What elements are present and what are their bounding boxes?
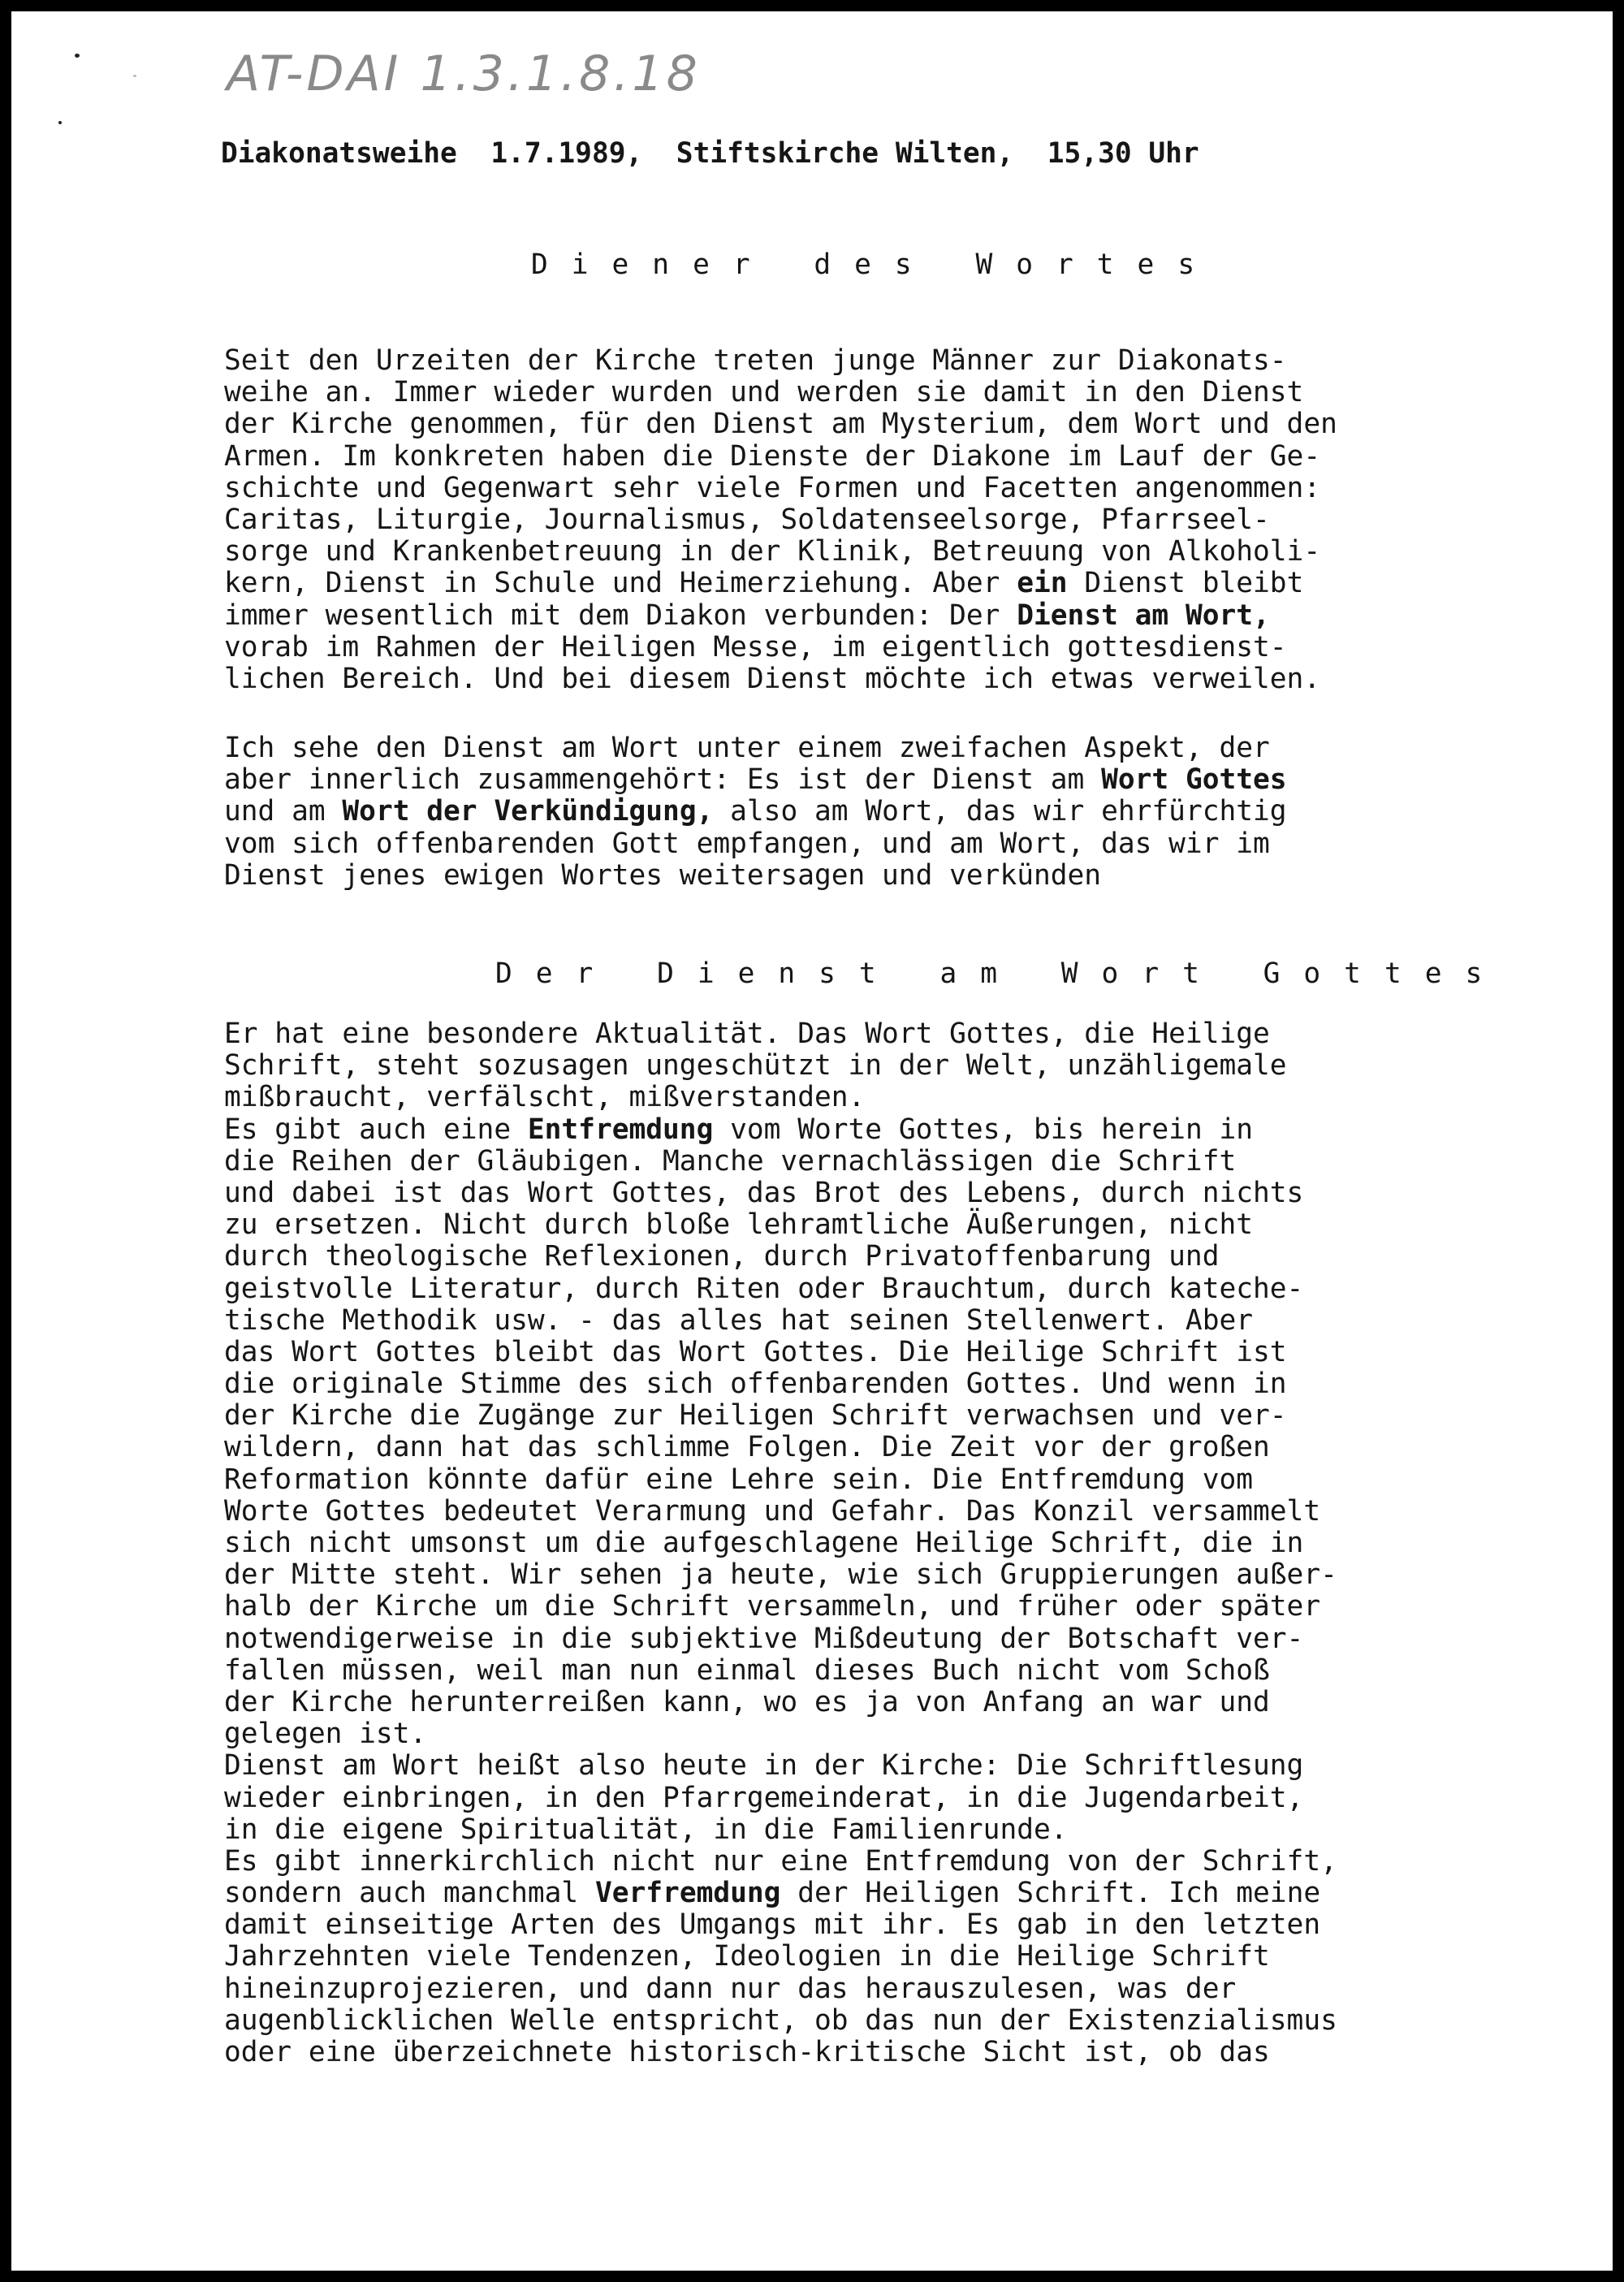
scan-speck — [58, 121, 62, 124]
text-segment: der Mitte steht. Wir sehen ja heute, wie sich Gruppierungen außer- — [224, 1558, 1337, 1592]
text-segment: das Wort Gottes bleibt das Wort Gottes. Die Heilige Schrift ist — [224, 1335, 1287, 1368]
text-segment: sondern auch manchmal — [224, 1877, 595, 1910]
emphasized-text: ein — [1017, 567, 1068, 600]
text-segment: wildern, dann hat das schlimme Folgen. Die Zeit vor der großen — [224, 1431, 1270, 1464]
text-line — [224, 1783, 1588, 1814]
text-line — [224, 828, 1588, 860]
document-header: Diakonatsweihe 1.7.1989, Stiftskirche Wilten, 15,30 Uhr — [221, 137, 1199, 170]
text-segment: Dienst jenes ewigen Wortes weitersagen und verkünden — [224, 858, 1102, 892]
text-line — [224, 536, 1588, 568]
text-segment: der Kirche die Zugänge zur Heiligen Schrift verwachsen und ver- — [224, 1399, 1287, 1433]
text-segment: Jahrzehnten viele Tendenzen, Ideologien in die Heilige Schrift — [224, 1940, 1270, 1973]
scan-speck — [133, 75, 136, 77]
text-line — [224, 1432, 1588, 1463]
text-segment: geistvolle Literatur, durch Riten oder Brauchtum, durch kateche- — [224, 1272, 1304, 1305]
text-segment: Ich sehe den Dienst am Wort unter einem zweifachen Aspekt, der — [224, 732, 1270, 764]
text-segment: Es gibt auch eine — [224, 1113, 528, 1146]
text-line — [224, 1241, 1588, 1273]
text-segment: Caritas, Liturgie, Journalismus, Soldatenseelsorge, Pfarrseel- — [224, 503, 1270, 536]
text-line — [224, 1464, 1588, 1496]
text-segment: vom sich offenbarenden Gott empfangen, und am Wort, das wir im — [224, 827, 1270, 860]
text-segment: sorge und Krankenbetreuung in der Klinik, Betreuung von Alkoholi- — [224, 535, 1321, 568]
text-line — [224, 1496, 1588, 1528]
text-line — [224, 1114, 1588, 1146]
text-line — [224, 1305, 1588, 1337]
text-line — [224, 1209, 1588, 1241]
scan-speck — [75, 54, 80, 58]
text-segment: Schrift, steht sozusagen ungeschützt in der Welt, unzähligemale — [224, 1049, 1287, 1083]
section-heading-dienst-am-wort: Der Dienst am Wort Gottes — [495, 957, 1506, 990]
text-line — [224, 408, 1588, 440]
text-line — [224, 1750, 1588, 1782]
text-segment: tische Methodik usw. - das alles hat seinen Stellenwert. Aber — [224, 1303, 1254, 1337]
text-line — [224, 1878, 1588, 1909]
text-segment: wieder einbringen, in den Pfarrgemeinderat, in die Jugendarbeit, — [224, 1781, 1304, 1814]
text-line — [224, 2037, 1588, 2068]
text-line — [224, 733, 1588, 764]
text-line — [224, 1591, 1588, 1623]
text-segment: Reformation könnte dafür eine Lehre sein. Die Entfremdung vom — [224, 1463, 1254, 1496]
text-segment: die originale Stimme des sich offenbarenden Gottes. Und wenn in — [224, 1368, 1287, 1401]
emphasized-text: Wort Gottes — [1101, 763, 1287, 797]
text-line — [224, 1718, 1588, 1750]
text-line — [224, 1337, 1588, 1368]
text-line — [224, 764, 1588, 796]
text-segment: und am — [224, 795, 343, 828]
text-line — [224, 1655, 1588, 1687]
paragraph-dienst-am-wort — [224, 1018, 1588, 2068]
text-segment: der Kirche herunterreißen kann, wo es ja von Anfang an war und — [224, 1685, 1270, 1718]
text-segment: Dienst am Wort heißt also heute in der Kirche: Die Schriftlesung — [224, 1749, 1304, 1783]
text-line — [224, 345, 1588, 377]
text-line — [224, 663, 1588, 695]
text-line — [224, 1623, 1588, 1655]
text-line — [224, 1178, 1588, 1209]
section-heading-diener: Diener des Wortes — [531, 249, 1219, 281]
emphasized-text: Entfremdung — [527, 1113, 714, 1146]
text-line — [224, 1973, 1588, 2005]
text-segment: durch theologische Reflexionen, durch Privatoffenbarung und — [224, 1240, 1220, 1273]
text-line — [224, 1400, 1588, 1432]
text-segment: aber innerlich zusammengehört: Es ist der Dienst am — [224, 763, 1102, 797]
document-page — [11, 11, 1613, 2271]
text-line — [224, 1909, 1588, 1941]
text-segment: Dienst bleibt — [1067, 567, 1304, 600]
text-line — [224, 473, 1588, 504]
paragraph-intro — [224, 345, 1588, 695]
text-segment: vom Worte Gottes, bis herein in — [713, 1113, 1254, 1146]
text-segment: halb der Kirche um die Schrift versammeln, und früher oder später — [224, 1590, 1321, 1623]
text-segment: immer wesentlich mit dem Diakon verbunden: Der — [224, 599, 1017, 632]
text-segment: Er hat eine besondere Aktualität. Das Wort Gottes, die Heilige — [224, 1018, 1270, 1050]
emphasized-text: Dienst am Wort, — [1017, 599, 1270, 632]
text-segment: Armen. Im konkreten haben die Dienste der Diakone im Lauf der Ge- — [224, 439, 1321, 473]
text-segment: kern, Dienst in Schule und Heimerziehung. Aber — [224, 567, 1017, 600]
text-segment: mißbraucht, verfälscht, mißverstanden. — [224, 1081, 866, 1114]
text-line — [224, 632, 1588, 663]
text-line — [224, 2005, 1588, 2037]
text-line — [224, 1687, 1588, 1718]
text-line — [224, 796, 1588, 828]
text-line — [224, 1082, 1588, 1113]
text-segment: schichte und Gegenwart sehr viele Formen und Facetten angenommen: — [224, 471, 1321, 504]
text-segment: Worte Gottes bedeutet Verarmung und Gefahr. Das Konzil versammelt — [224, 1494, 1321, 1528]
text-segment: augenblicklichen Welle entspricht, ob das nun der Existenzialismus — [224, 2003, 1337, 2037]
text-segment: der Kirche genommen, für den Dienst am Mysterium, dem Wort und den — [224, 408, 1337, 441]
text-line — [224, 1846, 1588, 1878]
text-segment: die Reihen der Gläubigen. Manche vernachlässigen die Schrift — [224, 1144, 1237, 1178]
text-line — [224, 1050, 1588, 1082]
text-segment: der Heiligen Schrift. Ich meine — [780, 1877, 1321, 1910]
text-segment: fallen müssen, weil man nun einmal dieses Buch nicht vom Schoß — [224, 1653, 1270, 1687]
text-line — [224, 441, 1588, 473]
text-segment: Es gibt innerkirchlich nicht nur eine Entfremdung von der Schrift, — [224, 1844, 1337, 1878]
text-segment: zu ersetzen. Nicht durch bloße lehramtliche Äußerungen, nicht — [224, 1208, 1254, 1242]
text-segment: Seit den Urzeiten der Kirche treten junge Männer zur Diakonats- — [224, 344, 1287, 377]
text-line — [224, 1814, 1588, 1846]
text-line — [224, 568, 1588, 599]
text-line — [224, 1528, 1588, 1559]
text-segment: hineinzuprojezieren, und dann nur das herauszulesen, was der — [224, 1972, 1237, 2005]
text-line — [224, 1941, 1588, 1973]
text-segment: gelegen ist. — [224, 1718, 427, 1751]
emphasized-text: Wort der Verkündigung, — [342, 795, 714, 828]
text-segment: lichen Bereich. Und bei diesem Dienst möchte ich etwas verweilen. — [224, 662, 1321, 695]
text-line — [224, 860, 1588, 892]
text-line — [224, 377, 1588, 408]
text-segment: und dabei ist das Wort Gottes, das Brot des Lebens, durch nichts — [224, 1176, 1304, 1209]
text-line — [224, 504, 1588, 536]
text-segment: weihe an. Immer wieder wurden und werden sie damit in den Dienst — [224, 376, 1304, 409]
text-line — [224, 1559, 1588, 1591]
text-segment: notwendigerweise in die subjektive Mißdeutung der Botschaft ver- — [224, 1622, 1304, 1655]
text-line — [224, 1018, 1588, 1050]
text-line — [224, 600, 1588, 632]
paragraph-aspects — [224, 733, 1588, 892]
text-segment: in die eigene Spiritualität, in die Familienrunde. — [224, 1813, 1068, 1846]
text-line — [224, 1273, 1588, 1305]
text-segment: sich nicht umsonst um die aufgeschlagene Heilige Schrift, die in — [224, 1527, 1304, 1559]
text-line — [224, 1368, 1588, 1400]
emphasized-text: Verfremdung — [594, 1877, 781, 1910]
handwritten-archive-reference: AT-DAI 1.3.1.8.18 — [227, 45, 701, 102]
text-segment: vorab im Rahmen der Heiligen Messe, im eigentlich gottesdienst- — [224, 630, 1287, 663]
text-segment: oder eine überzeichnete historisch-kritische Sicht ist, ob das — [224, 2036, 1270, 2068]
text-segment: damit einseitige Arten des Umgangs mit ihr. Es gab in den letzten — [224, 1908, 1321, 1942]
text-segment: also am Wort, das wir ehrfürchtig — [713, 795, 1287, 828]
text-line — [224, 1146, 1588, 1178]
